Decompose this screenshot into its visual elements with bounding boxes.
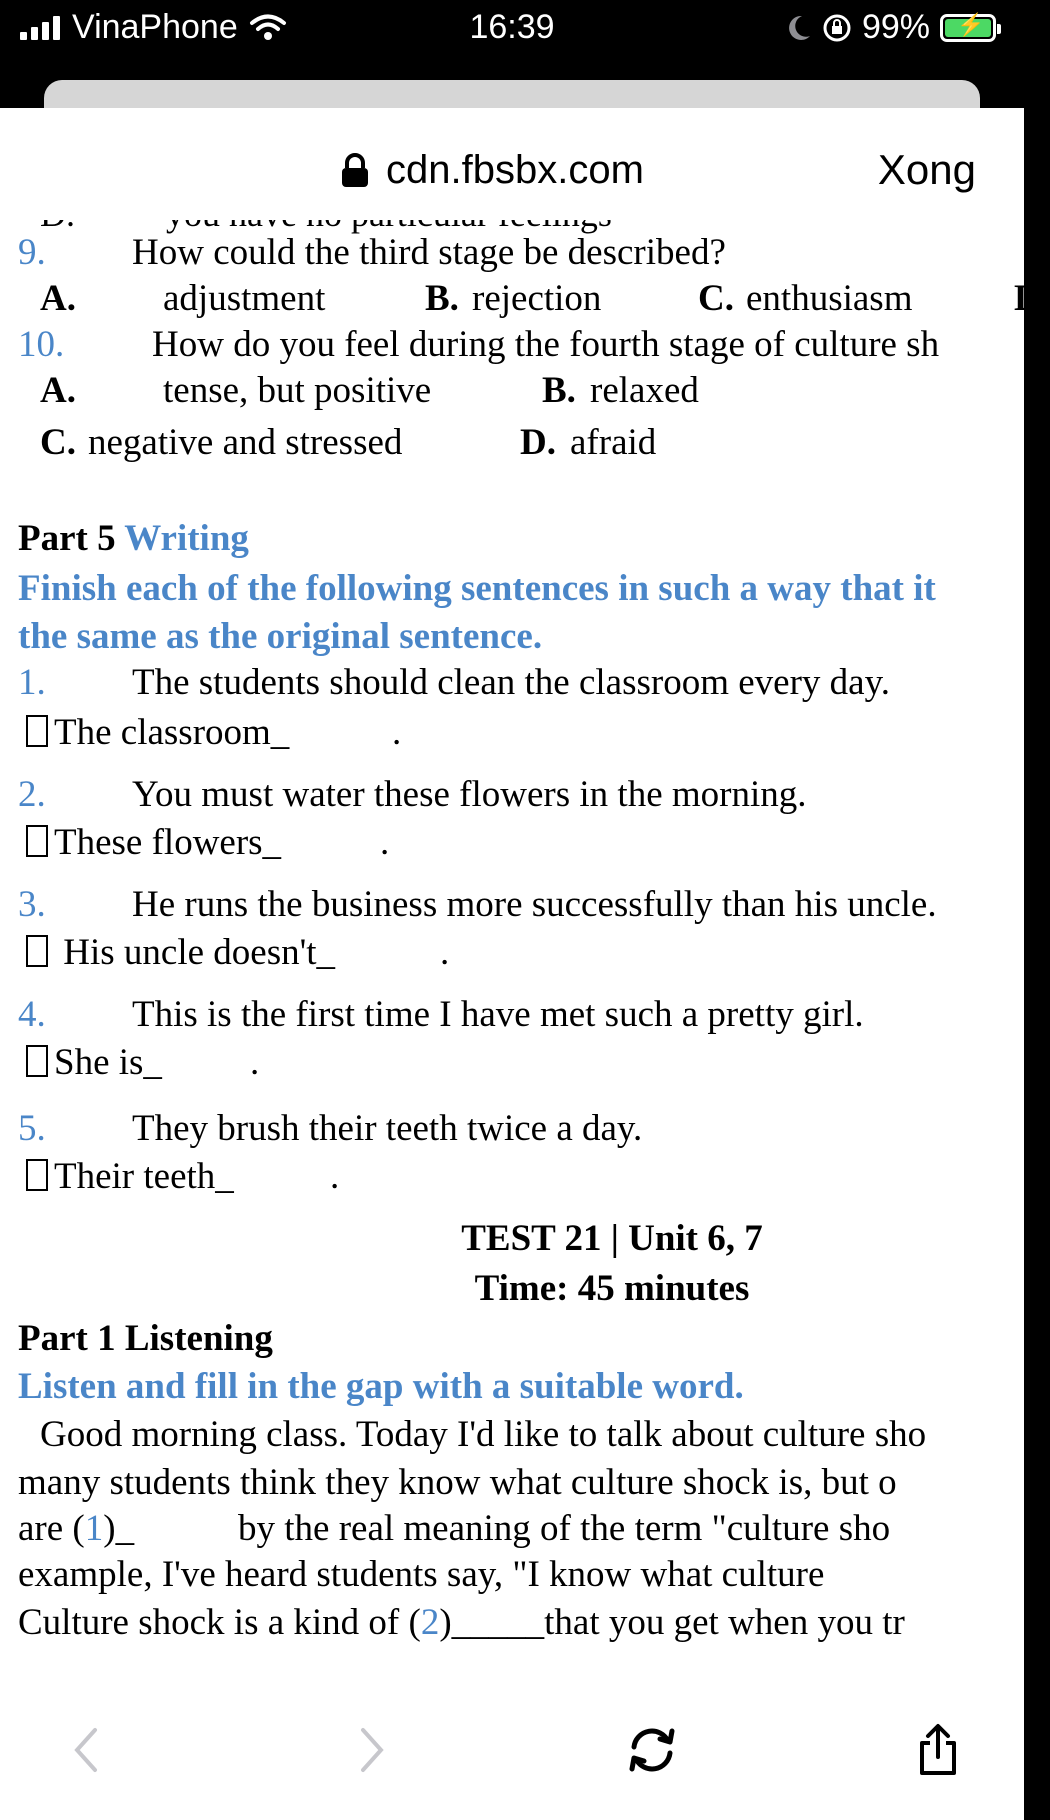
item-number: 1. xyxy=(18,662,46,703)
battery-charging-icon xyxy=(940,14,996,42)
question-number: 10. xyxy=(18,324,65,365)
part-heading: Part 5 Writing xyxy=(18,518,249,559)
option-text: enthusiasm xyxy=(746,278,913,319)
passage-line: example, I've heard students say, "I know what culture xyxy=(18,1554,825,1595)
arrow-placeholder-icon xyxy=(26,715,48,747)
status-time: 16:39 xyxy=(469,8,555,46)
reload-button[interactable] xyxy=(612,1710,692,1790)
question-text: How could the third stage be described? xyxy=(132,232,726,273)
passage-line: Good morning class. Today I'd like to talk about culture sho xyxy=(40,1414,927,1455)
reload-icon xyxy=(624,1725,680,1775)
battery-percent: 99% xyxy=(861,8,930,46)
question-text: How do you feel during the fourth stage of culture sh xyxy=(152,324,940,365)
option-text: rejection xyxy=(472,278,602,319)
arrow-placeholder-icon xyxy=(26,825,48,857)
arrow-placeholder-icon xyxy=(26,1159,48,1191)
url-text: cdn.fbsbx.com xyxy=(386,148,644,192)
test-time: Time: 45 minutes xyxy=(474,1268,750,1309)
passage-line: Culture shock is a kind of (2)_____that you get when you tr xyxy=(18,1602,905,1643)
item-number: 3. xyxy=(18,884,46,925)
bottom-toolbar xyxy=(0,1690,1024,1800)
forward-button[interactable] xyxy=(332,1710,412,1790)
instruction: the same as the original sentence. xyxy=(18,616,543,657)
option-text: negative and stressed xyxy=(88,422,403,463)
browser-header xyxy=(0,108,1024,220)
answer-dot: . xyxy=(250,1042,260,1083)
item-sentence: They brush their teeth twice a day. xyxy=(132,1108,643,1149)
item-number: 5. xyxy=(18,1108,46,1149)
chevron-right-icon xyxy=(357,1726,387,1774)
passage-line: are (1)_ xyxy=(18,1508,135,1549)
passage-line: by the real meaning of the term "culture sho xyxy=(238,1508,891,1549)
answer-line: She is_ xyxy=(26,1044,162,1081)
answer-dot: . xyxy=(380,822,390,863)
option-label: C. xyxy=(698,278,734,319)
option-text: adjustment xyxy=(163,278,326,319)
option-label: A. xyxy=(40,370,76,411)
option-label: C. xyxy=(40,422,76,463)
share-icon xyxy=(916,1723,960,1777)
option-text: tense, but positive xyxy=(163,370,432,411)
answer-line: Their teeth_ xyxy=(26,1158,234,1195)
web-view-sheet xyxy=(0,108,1050,1820)
item-sentence: This is the first time I have met such a pretty girl. xyxy=(132,994,864,1035)
document-content[interactable] xyxy=(0,220,1050,1780)
option-text: afraid xyxy=(570,422,657,463)
passage-line: many students think they know what culture shock is, but o xyxy=(18,1462,897,1503)
option-label: A. xyxy=(40,278,76,319)
status-bar xyxy=(0,0,1024,60)
item-number: 2. xyxy=(18,774,46,815)
option-label: B. xyxy=(542,370,576,411)
done-button[interactable]: Xong xyxy=(877,146,976,193)
share-button[interactable] xyxy=(898,1710,978,1790)
test-title: TEST 21 | Unit 6, 7 xyxy=(461,1218,763,1259)
item-sentence: He runs the business more successfully than his uncle. xyxy=(132,884,937,925)
instruction: Listen and fill in the gap with a suitable word. xyxy=(18,1366,744,1407)
option-label: D. xyxy=(1014,278,1050,319)
option-label: D. xyxy=(520,422,556,463)
arrow-placeholder-icon xyxy=(26,1045,48,1077)
lock-icon xyxy=(340,153,370,189)
item-sentence: You must water these flowers in the morning. xyxy=(132,774,807,815)
answer-dot: . xyxy=(440,932,450,973)
question-number: 9. xyxy=(18,232,46,273)
url-bar[interactable] xyxy=(340,148,644,193)
back-button[interactable] xyxy=(46,1710,126,1790)
answer-line: These flowers_ xyxy=(26,824,281,861)
chevron-left-icon xyxy=(71,1726,101,1774)
answer-dot: . xyxy=(392,712,402,753)
answer-line: The classroom_ xyxy=(26,714,289,751)
option-text: relaxed xyxy=(590,370,699,411)
arrow-placeholder-icon xyxy=(26,935,48,967)
rotation-lock-icon xyxy=(822,13,852,43)
part-heading: Part 1 Listening xyxy=(18,1318,273,1359)
answer-dot: . xyxy=(330,1156,340,1197)
item-sentence: The students should clean the classroom every day. xyxy=(132,662,890,703)
item-number: 4. xyxy=(18,994,46,1035)
carrier-name: VinaPhone xyxy=(72,8,238,46)
moon-icon xyxy=(786,14,812,42)
option-label: B. xyxy=(425,278,459,319)
answer-line: His uncle doesn't_ xyxy=(26,934,335,971)
instruction: Finish each of the following sentences in such a way that it xyxy=(18,568,936,609)
